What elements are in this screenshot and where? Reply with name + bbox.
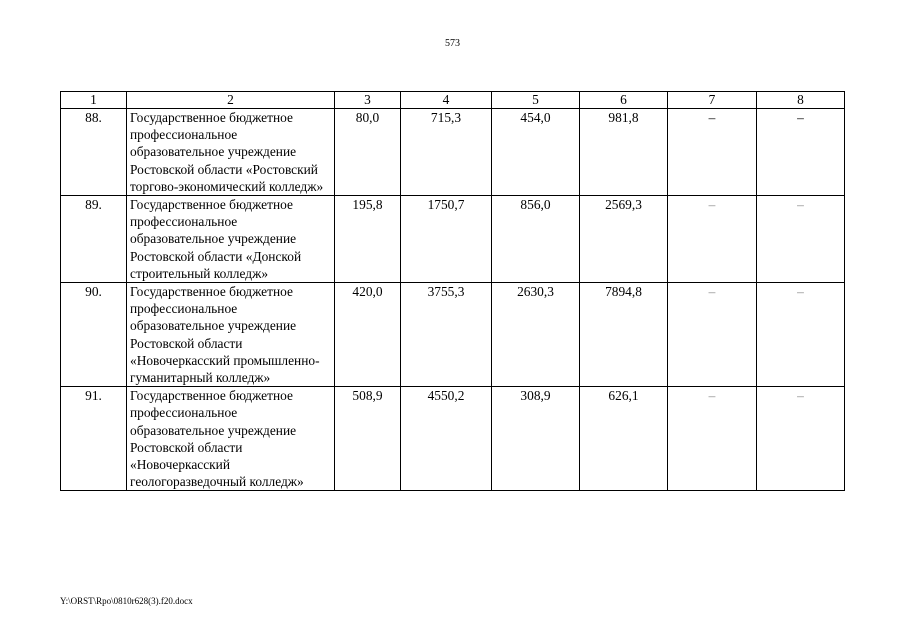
value-col-4: 4550,2 [401, 387, 492, 491]
value-col-8: – [757, 283, 845, 387]
header-cell-5: 5 [492, 92, 580, 109]
value-col-5: 308,9 [492, 387, 580, 491]
data-table [60, 91, 845, 491]
value-col-3: 195,8 [335, 196, 401, 283]
value-col-6: 981,8 [580, 109, 668, 196]
header-cell-4: 4 [401, 92, 492, 109]
table-row [61, 196, 845, 283]
value-col-5: 454,0 [492, 109, 580, 196]
value-col-8: – [757, 387, 845, 491]
value-col-8: – [757, 196, 845, 283]
header-cell-6: 6 [580, 92, 668, 109]
value-col-5: 2630,3 [492, 283, 580, 387]
value-col-7: – [668, 283, 757, 387]
row-number: 88. [61, 109, 127, 196]
value-col-8: – [757, 109, 845, 196]
value-col-4: 715,3 [401, 109, 492, 196]
header-cell-8: 8 [757, 92, 845, 109]
header-row [61, 92, 845, 109]
value-col-4: 1750,7 [401, 196, 492, 283]
value-col-6: 7894,8 [580, 283, 668, 387]
value-col-3: 508,9 [335, 387, 401, 491]
header-cell-2: 2 [127, 92, 335, 109]
footer-file-path: Y:\ORST\Rpo\0810r628(3).f20.docx [60, 596, 193, 606]
value-col-6: 2569,3 [580, 196, 668, 283]
value-col-4: 3755,3 [401, 283, 492, 387]
institution-name: Государственное бюджетное профессиональное образовательное учреждение Ростовской области «Донской строительный колледж» [127, 196, 335, 283]
value-col-6: 626,1 [580, 387, 668, 491]
value-col-5: 856,0 [492, 196, 580, 283]
table-row [61, 283, 845, 387]
header-cell-1: 1 [61, 92, 127, 109]
value-col-7: – [668, 109, 757, 196]
institution-name: Государственное бюджетное профессиональное образовательное учреждение Ростовской области «Новочеркасский геологоразведочный колледж» [127, 387, 335, 491]
table-row [61, 109, 845, 196]
institution-name: Государственное бюджетное профессиональное образовательное учреждение Ростовской области «Новочеркасский промышленно-гуманитарный колледж» [127, 283, 335, 387]
value-col-7: – [668, 196, 757, 283]
row-number: 90. [61, 283, 127, 387]
row-number: 91. [61, 387, 127, 491]
header-cell-7: 7 [668, 92, 757, 109]
institution-name: Государственное бюджетное профессиональное образовательное учреждение Ростовской области «Ростовский торгово-экономический колледж» [127, 109, 335, 196]
table-row [61, 387, 845, 491]
page-number: 573 [445, 38, 460, 49]
value-col-3: 80,0 [335, 109, 401, 196]
row-number: 89. [61, 196, 127, 283]
value-col-7: – [668, 387, 757, 491]
header-cell-3: 3 [335, 92, 401, 109]
value-col-3: 420,0 [335, 283, 401, 387]
